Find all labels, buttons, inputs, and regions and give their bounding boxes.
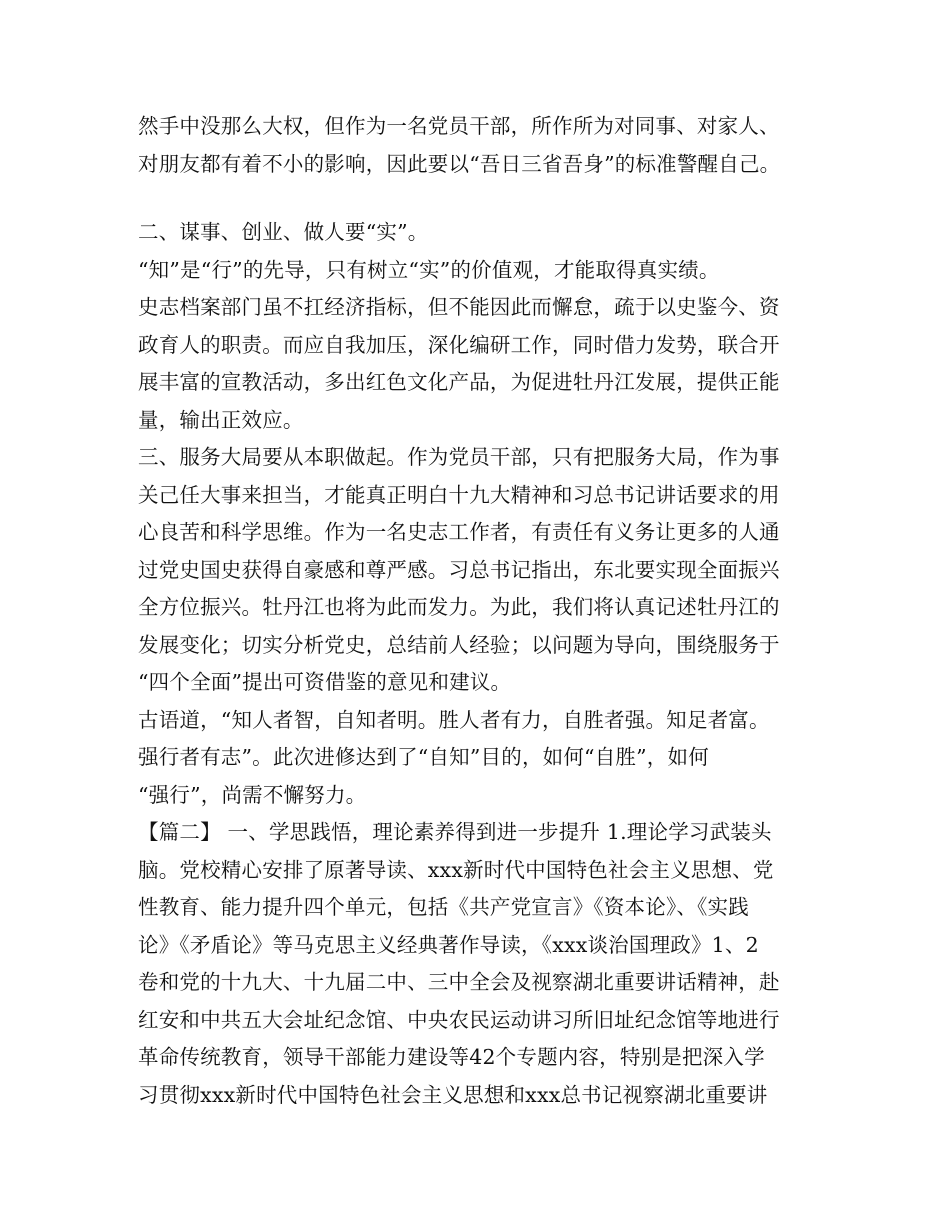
text-line: 发展变化；切实分析党史，总结前人经验；以问题为导向，围绕服务于 [138, 632, 780, 657]
text-line: 习贯彻xxx新时代中国特色社会主义思想和xxx总书记视察湖北重要讲 [138, 1082, 768, 1107]
section-heading: 三、服务大局要从本职做起。作为党员干部，只有把服务大局，作为事 [138, 445, 780, 469]
section-heading: 【篇二】 一、学思践悟，理论素养得到进一步提升 1.理论学习武装头 [138, 820, 772, 844]
paragraph-gap [138, 183, 838, 214]
text-line: 过党史国史获得自豪感和尊严感。习总书记指出，东北要实现全面振兴 [138, 557, 780, 582]
paragraph-intro [138, 108, 838, 183]
text-line: 心良苦和科学思维。作为一名史志工作者，有责任有义务让更多的人通 [138, 520, 780, 544]
text-line: 性教育、能力提升四个单元，包括《共产党宣言》《资本论》、《实践 [138, 895, 749, 919]
document-body [138, 108, 838, 1114]
text-line: 强行者有志”。此次进修达到了“自知”目的，如何“自胜”，如何 [138, 745, 709, 769]
text-line: “知”是“行”的先导，只有树立“实”的价值观，才能取得真实绩。 [138, 257, 720, 282]
text-line: 论》《矛盾论》等马克思主义经典著作导读，《xxx谈治国理政》1、2 [138, 932, 759, 957]
text-line: 史志档案部门虽不扛经济指标，但不能因此而懈怠，疏于以史鉴今、资 [138, 295, 780, 319]
text-line: 脑。党校精心安排了原著导读、xxx新时代中国特色社会主义思想、党 [138, 857, 774, 882]
text-line: 然手中没那么大权，但作为一名党员干部，所作所为对同事、对家人、 [138, 114, 780, 138]
section-heading: 二、谋事、创业、做人要“实”。 [138, 220, 429, 244]
text-line: 展丰富的宣教活动，多出红色文化产品，为促进牡丹江发展，提供正能 [138, 370, 780, 394]
text-line: 革命传统教育，领导干部能力建设等42个专题内容，特别是把深入学 [138, 1045, 765, 1069]
text-line: “强行”，尚需不懈努力。 [138, 782, 367, 807]
text-line: 古语道，“知人者智，自知者明。胜人者有力，自胜者强。知足者富。 [138, 707, 770, 732]
text-line: 红安和中共五大会址纪念馆、中央农民运动讲习所旧址纪念馆等地进行 [138, 1007, 780, 1032]
text-line: 政育人的职责。而应自我加压，深化编研工作，同时借力发势，联合开 [138, 332, 780, 357]
text-line: 对朋友都有着不小的影响，因此要以“吾日三省吾身”的标准警醒自己。 [138, 151, 781, 176]
text-line: 关己任大事来担当，才能真正明白十九大精神和习总书记讲话要求的用 [138, 482, 780, 507]
text-line: 全方位振兴。牡丹江也将为此而发力。为此，我们将认真记述牡丹江的 [138, 595, 780, 619]
text-line: 卷和党的十九大、十九届二中、三中全会及视察湖北重要讲话精神，赴 [138, 970, 780, 994]
text-line: “四个全面”提出可资借鉴的意见和建议。 [138, 670, 512, 694]
paragraph-main [138, 214, 838, 1114]
text-line: 量，输出正效应。 [138, 407, 304, 432]
